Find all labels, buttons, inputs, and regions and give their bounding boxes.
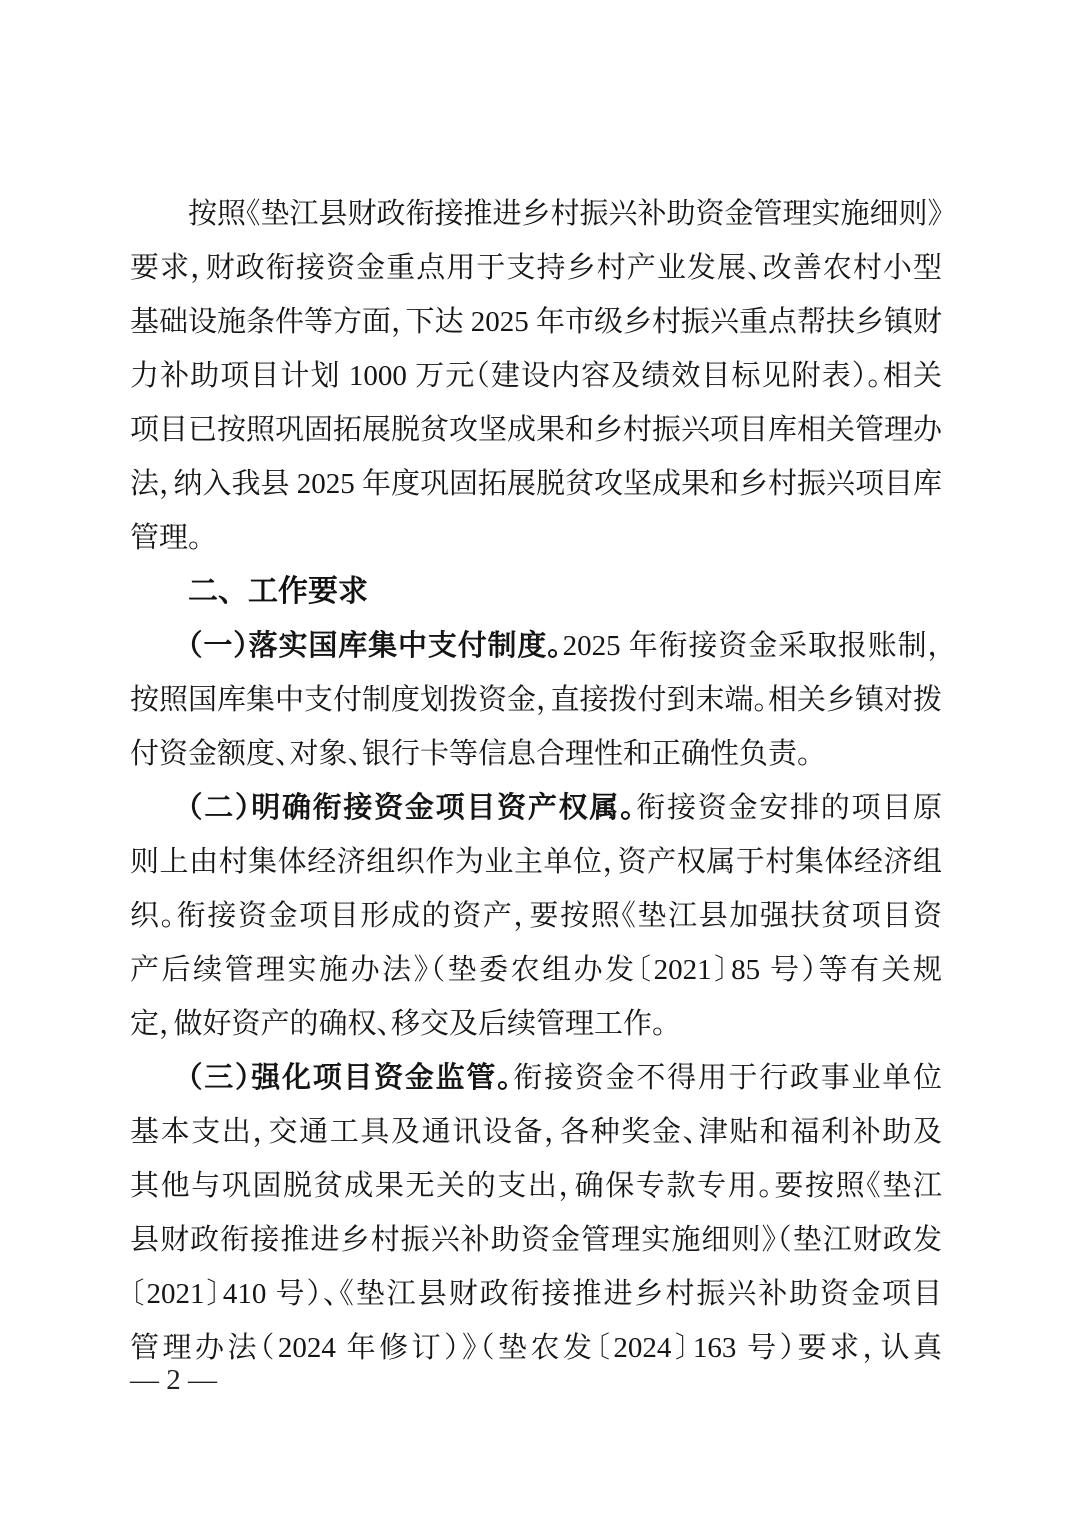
paragraph-item-1 (130, 619, 942, 781)
text-line: 其他与巩固脱贫成果无关的支出，确保专款专用。要按照《垫江 (130, 1170, 942, 1202)
paragraph-item-3 (130, 1051, 942, 1375)
paragraph-item-2 (130, 781, 942, 1051)
page-number: — 2 — (130, 1364, 217, 1396)
text-line: 县财政衔接推进乡村振兴补助资金管理实施细则》（垫江财政发 (130, 1224, 942, 1256)
item-text: 2025 年衔接资金采取报账制， (562, 630, 942, 662)
text-line: 管理。 (130, 522, 203, 554)
item-text: 衔接资金安排的项目原 (636, 792, 942, 824)
text-line: 管理办法（2024 年修订）》（垫农发〔2024〕163 号）要求，认真 (130, 1332, 942, 1364)
item-lead: （一）落实国库集中支付制度。 (188, 630, 563, 662)
text-line: 产后续管理实施办法》（垫委农组办发〔2021〕85 号）等有关规 (130, 954, 942, 986)
item-lead: （二）明确衔接资金项目资产权属。 (188, 792, 637, 824)
document-body (130, 187, 942, 1375)
text-line: 织。衔接资金项目形成的资产，要按照《垫江县加强扶贫项目资 (130, 900, 942, 932)
text-line: 按照《垫江县财政衔接推进乡村振兴补助资金管理实施细则》 (188, 198, 943, 230)
text-line: 要求，财政衔接资金重点用于支持乡村产业发展、改善农村小型 (130, 252, 942, 284)
text-line: 法，纳入我县 2025 年度巩固拓展脱贫攻坚成果和乡村振兴项目库 (130, 468, 943, 500)
text-line: 基础设施条件等方面，下达 2025 年市级乡村振兴重点帮扶乡镇财 (130, 306, 943, 338)
text-line: 按照国库集中支付制度划拨资金，直接拨付到末端。相关乡镇对拨 (130, 684, 943, 716)
text-line: 定，做好资产的确权、移交及后续管理工作。 (130, 1008, 667, 1040)
item-lead: （三）强化项目资金监管。 (188, 1062, 514, 1094)
text-line: 力补助项目计划 1000 万元（建设内容及绩效目标见附表）。相关 (130, 360, 942, 392)
text-line (130, 1051, 942, 1105)
text-line (130, 619, 942, 673)
text-line: 付资金额度、对象、银行卡等信息合理性和正确性负责。 (130, 738, 812, 770)
text-line: 项目已按照巩固拓展脱贫攻坚成果和乡村振兴项目库相关管理办 (130, 414, 943, 446)
text-line (130, 781, 942, 835)
item-text: 衔接资金不得用于行政事业单位 (513, 1062, 942, 1094)
paragraph-intro (130, 187, 942, 565)
text-line: 则上由村集体经济组织作为业主单位，资产权属于村集体经济组 (130, 846, 942, 878)
section-heading: 二、工作要求 (188, 575, 368, 608)
text-line: 基本支出，交通工具及通讯设备，各种奖金、津贴和福利补助及 (130, 1116, 942, 1148)
text-line: 〔2021〕410 号）、《垫江县财政衔接推进乡村振兴补助资金项目 (130, 1278, 942, 1310)
